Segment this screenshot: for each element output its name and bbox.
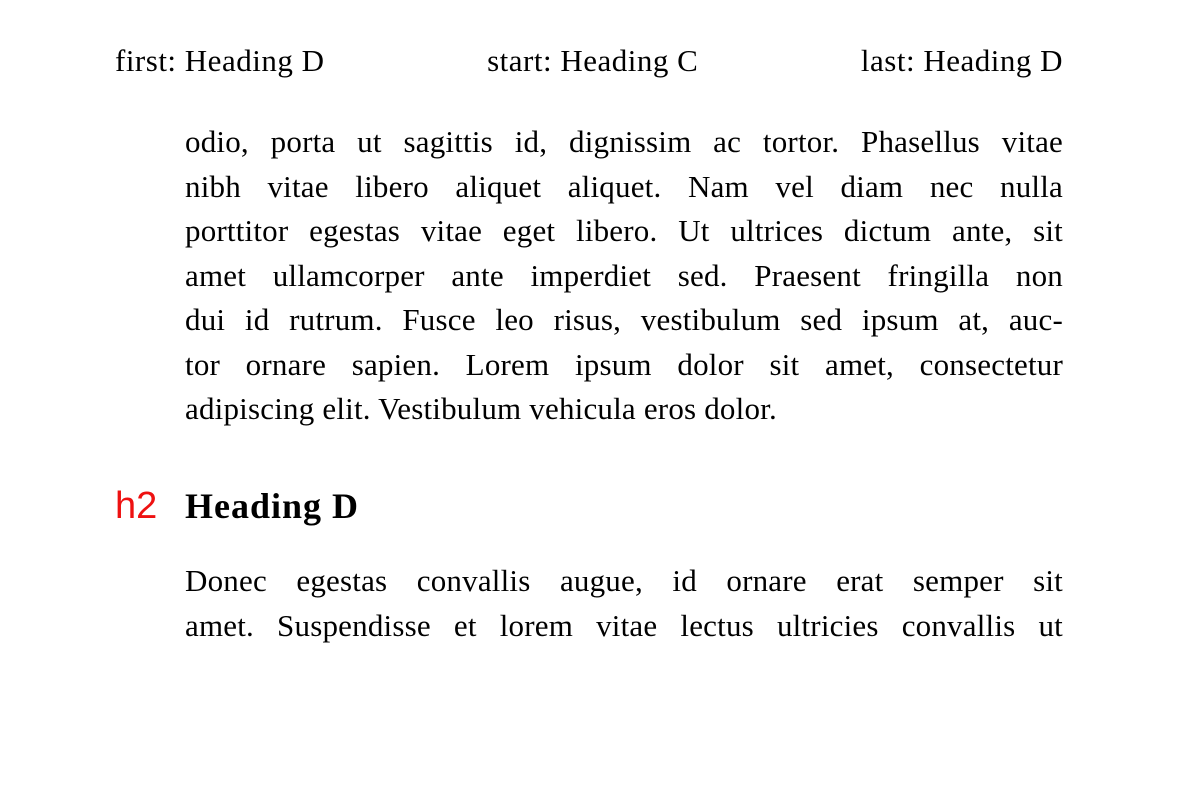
paragraph-line: nibh vitae libero aliquet aliquet. Nam vel diam nec nulla [185,168,1063,204]
paragraph-line: odio, porta ut sagittis id, dignissim ac tortor. Phasellus vitae [185,124,1063,159]
running-header [115,43,1063,79]
bottom-paragraph [185,559,1063,648]
paragraph-line: tor ornare sapien. Lorem ipsum dolor sit amet, consectetur [185,346,1063,382]
running-header-start: start: Heading C [487,43,699,78]
heading-row [115,487,359,525]
running-header-first: first: Heading D [115,43,325,78]
paragraph-line: dui id rutrum. Fusce leo risus, vestibulum sed ipsum at, auc- [185,302,1063,337]
paragraph-line: adipiscing elit. Vestibulum vehicula eros dolor. [185,391,777,426]
paragraph-line: amet. Suspendisse et lorem vitae lectus ultricies convallis ut [185,607,1063,643]
paragraph-line: Donec egestas convallis augue, id ornare erat semper sit [185,563,1063,598]
top-paragraph [185,120,1063,432]
section-heading: Heading D [185,486,360,526]
paragraph-line: amet ullamcorper ante imperdiet sed. Praesent fringilla non [185,257,1063,293]
running-header-last: last: Heading D [860,43,1063,78]
h2-element-marker: h2 [115,485,158,527]
paragraph-line: porttitor egestas vitae eget libero. Ut ultrices dictum ante, sit [185,213,1063,248]
